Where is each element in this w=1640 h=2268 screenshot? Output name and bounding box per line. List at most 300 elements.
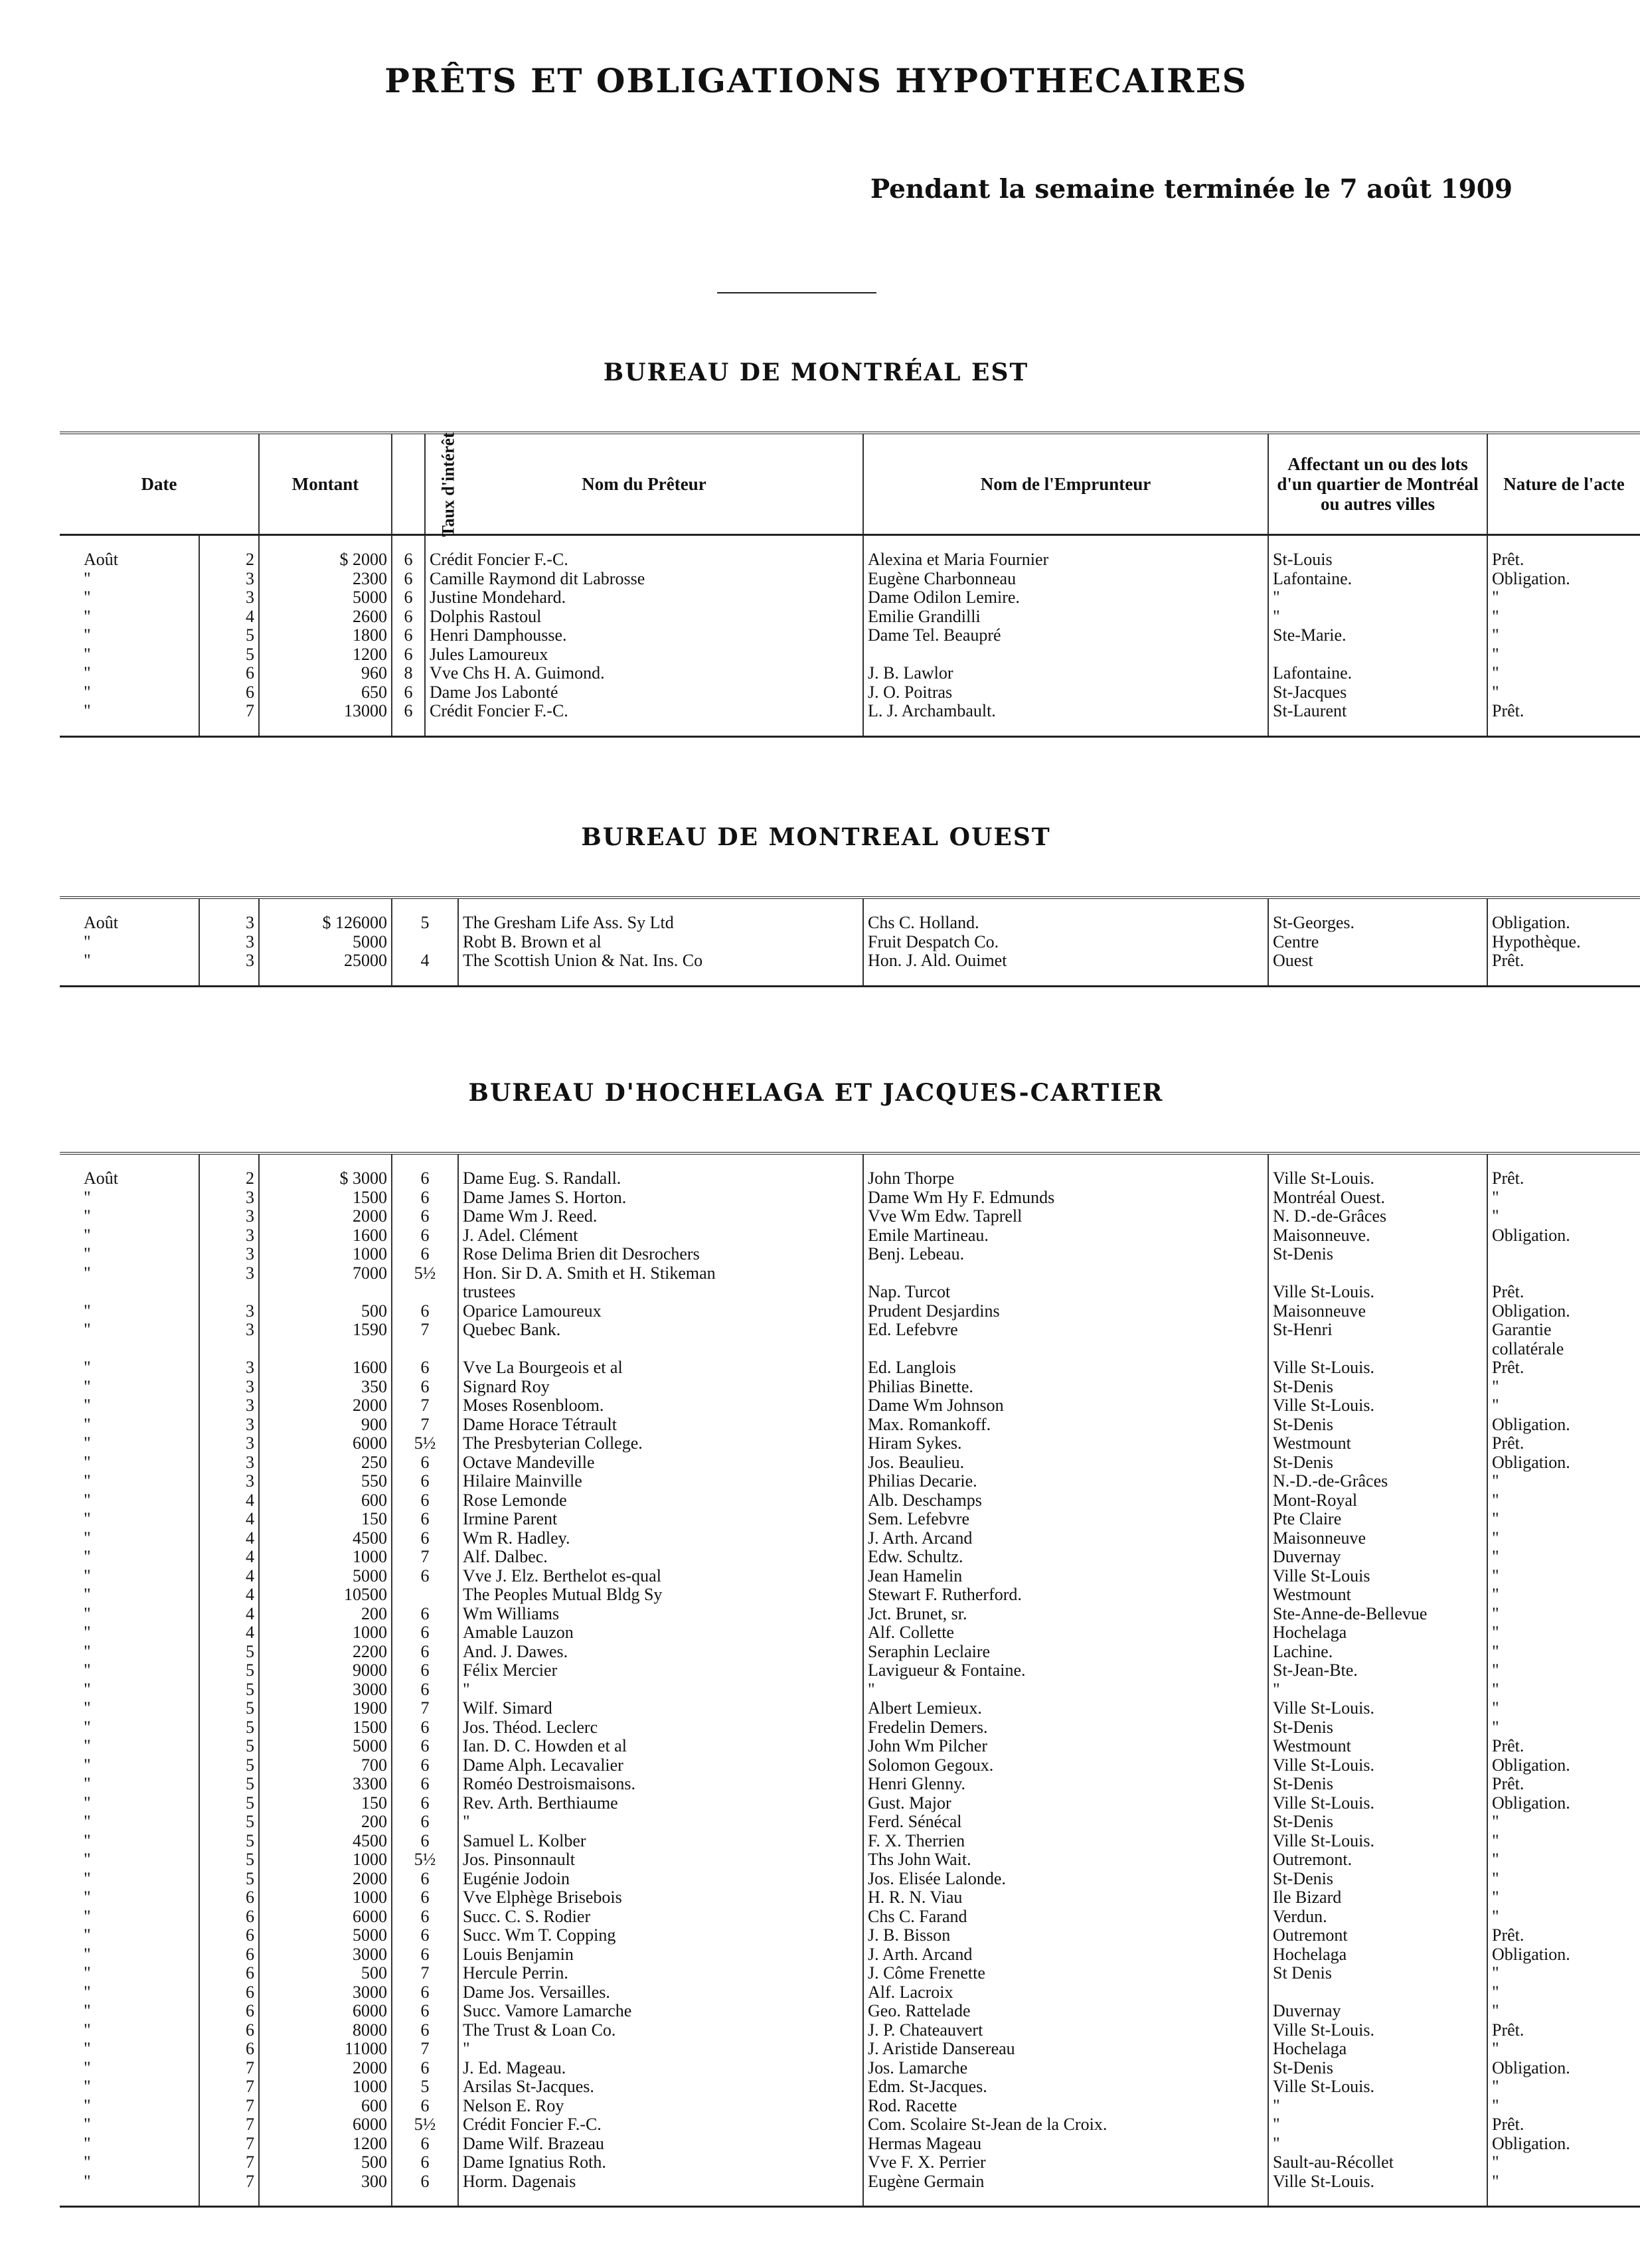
lender-cell: Jos. Théod. Leclerc: [458, 1718, 863, 1738]
amount-cell: 3000: [259, 1680, 392, 1700]
amount-cell: 650: [259, 683, 392, 702]
borrower-cell: Jos. Lamarche: [863, 2059, 1268, 2078]
table-row: [60, 1964, 1640, 1983]
rate-cell: 5: [392, 2077, 458, 2097]
ward-cell: Ville St-Louis.: [1268, 1396, 1487, 1416]
borrower-cell: Stewart F. Rutherford.: [863, 1585, 1268, 1605]
rate-cell: 6: [392, 1945, 458, 1965]
date-month-cell: ": [84, 1566, 91, 1585]
date-month-cell: ": [84, 1850, 91, 1869]
ward-cell: Hochelaga: [1268, 1623, 1487, 1643]
date-month-cell: ": [84, 2152, 91, 2172]
date-month-cell: [60, 1340, 199, 1359]
date-month-cell: ": [84, 1376, 91, 1396]
rate-cell: 4: [392, 951, 458, 971]
date-month-cell: ": [84, 1623, 91, 1642]
date-day-cell: 5: [199, 1643, 259, 1662]
date-day-cell: 5: [199, 1850, 259, 1870]
nature-cell: ": [1487, 1964, 1640, 1983]
table-row: [60, 1245, 1640, 1264]
ward-cell: Ste-Anne-de-Bellevue: [1268, 1605, 1487, 1624]
table-row: [60, 588, 1640, 608]
rate-cell: 6: [392, 2135, 458, 2154]
nature-cell: ": [1487, 1699, 1640, 1718]
ward-cell: ": [1268, 608, 1487, 627]
date-day-cell: 5: [199, 1775, 259, 1794]
borrower-cell: Fredelin Demers.: [863, 1718, 1268, 1738]
amount-cell: 10500: [259, 1585, 392, 1605]
date-month-cell: ": [84, 1774, 91, 1793]
borrower-cell: Jct. Brunet, sr.: [863, 1605, 1268, 1624]
date-month-cell: ": [84, 1187, 91, 1207]
ward-cell: ": [1268, 2097, 1487, 2116]
lender-cell: Justine Mondehard.: [425, 588, 863, 608]
nature-cell: Obligation.: [1487, 1794, 1640, 1813]
lender-cell: Oparice Lamoureux: [458, 1302, 863, 1321]
date-day-cell: 5: [199, 1794, 259, 1813]
rate-cell: 7: [392, 1416, 458, 1435]
rate-cell: 6: [392, 1794, 458, 1813]
nature-cell: Prêt.: [1487, 1283, 1640, 1302]
borrower-cell: Dame Wm Hy F. Edmunds: [863, 1188, 1268, 1208]
rate-cell: 6: [392, 1832, 458, 1851]
nature-cell: ": [1487, 1718, 1640, 1738]
amount-cell: 1500: [259, 1718, 392, 1738]
rate-cell: 7: [392, 1321, 458, 1340]
table-row: [60, 1434, 1640, 1453]
date-month-cell: ": [84, 625, 91, 645]
borrower-cell: L. J. Archambault.: [863, 702, 1268, 721]
rate-cell: 6: [392, 1358, 458, 1378]
borrower-cell: Dame Tel. Beaupré: [863, 626, 1268, 645]
lender-cell: Louis Benjamin: [458, 1945, 863, 1965]
table-row: [60, 2077, 1640, 2097]
date-month-cell: ": [84, 2115, 91, 2134]
date-month-cell: ": [84, 2095, 91, 2115]
ward-cell: Sault-au-Récollet: [1268, 2153, 1487, 2172]
table-row: [60, 1396, 1640, 1416]
date-month-cell: Août: [84, 1169, 118, 1188]
nature-cell: Obligation.: [1487, 1756, 1640, 1775]
ward-cell: Ville St-Louis.: [1268, 1358, 1487, 1378]
ward-cell: St-Denis: [1268, 1813, 1487, 1832]
rate-cell: 6: [392, 1605, 458, 1624]
rate-cell: 6: [392, 1983, 458, 2002]
ward-cell: Lachine.: [1268, 1643, 1487, 1662]
lender-cell: Roméo Destroismaisons.: [458, 1775, 863, 1794]
ward-cell: Centre: [1268, 933, 1487, 952]
ward-cell: Lafontaine.: [1268, 664, 1487, 683]
lender-cell: Ian. D. C. Howden et al: [458, 1737, 863, 1756]
lender-cell: Octave Mandeville: [458, 1453, 863, 1473]
table-row: [60, 1605, 1640, 1624]
rate-cell: 5½: [392, 1264, 458, 1283]
ward-cell: St-Louis: [1268, 550, 1487, 570]
borrower-cell: Chs C. Farand: [863, 1907, 1268, 1927]
date-day-cell: 5: [199, 1680, 259, 1700]
date-day-cell: 5: [199, 1718, 259, 1738]
lender-cell: Dame Alph. Lecavalier: [458, 1756, 863, 1775]
nature-cell: Prêt.: [1487, 1737, 1640, 1756]
amount-cell: 1000: [259, 1850, 392, 1870]
lender-cell: Succ. Vamore Lamarche: [458, 2002, 863, 2021]
lender-cell: Rose Lemonde: [458, 1491, 863, 1510]
table-row: [60, 1491, 1640, 1510]
table-row: [60, 1699, 1640, 1718]
rate-cell: 6: [392, 1888, 458, 1907]
nature-cell: Prêt.: [1487, 1775, 1640, 1794]
date-month-cell: ": [84, 588, 91, 607]
lender-cell: The Trust & Loan Co.: [458, 2021, 863, 2040]
date-day-cell: 5: [199, 1661, 259, 1680]
borrower-cell: Ths John Wait.: [863, 1850, 1268, 1870]
date-month-cell: ": [84, 2058, 91, 2077]
date-day-cell: 4: [199, 1605, 259, 1624]
ward-cell: Ville St-Louis: [1268, 1567, 1487, 1586]
rate-cell: 6: [392, 1680, 458, 1700]
lender-cell: trustees: [458, 1283, 863, 1302]
borrower-cell: J. B. Lawlor: [863, 664, 1268, 683]
rate-cell: 6: [392, 2059, 458, 2078]
amount-cell: 6000: [259, 1434, 392, 1453]
borrower-cell: [863, 1264, 1268, 1283]
rate-cell: 6: [392, 550, 425, 570]
date-day-cell: 5: [199, 1832, 259, 1851]
borrower-cell: Albert Lemieux.: [863, 1699, 1268, 1718]
ward-cell: Maisonneuve: [1268, 1302, 1487, 1321]
date-day-cell: 3: [199, 1207, 259, 1226]
borrower-cell: J. Côme Frenette: [863, 1964, 1268, 1983]
rate-cell: 6: [392, 1302, 458, 1321]
rate-cell: [392, 1585, 458, 1605]
amount-cell: 250: [259, 1453, 392, 1473]
date-month-cell: ": [84, 1244, 91, 1263]
table-header: [60, 433, 1640, 535]
col-affectant: Affectant un ou des lots d'un quartier de Montréal ou autres villes: [1268, 433, 1487, 535]
rate-cell: 6: [392, 1775, 458, 1794]
rate-cell: 5: [392, 914, 458, 933]
date-day-cell: 6: [199, 1888, 259, 1907]
date-month-cell: ": [84, 2133, 91, 2153]
table-row: [60, 1643, 1640, 1662]
borrower-cell: Henri Glenny.: [863, 1775, 1268, 1794]
borrower-cell: F. X. Therrien: [863, 1832, 1268, 1851]
nature-cell: ": [1487, 1510, 1640, 1529]
spacer-row: [60, 2191, 1640, 2207]
nature-cell: ": [1487, 2153, 1640, 2172]
table-row: [60, 2002, 1640, 2021]
lender-cell: Crédit Foncier F.-C.: [425, 702, 863, 721]
borrower-cell: Gust. Major: [863, 1794, 1268, 1813]
date-month-cell: ": [84, 1301, 91, 1321]
lender-cell: Jos. Pinsonnault: [458, 1850, 863, 1870]
date-day-cell: 4: [199, 608, 259, 627]
table-row: [60, 1661, 1640, 1680]
table-row: [60, 1756, 1640, 1775]
rate-cell: 6: [392, 1643, 458, 1662]
ward-cell: St-Jean-Bte.: [1268, 1661, 1487, 1680]
date-month-cell: ": [84, 932, 91, 951]
lender-cell: Horm. Dagenais: [458, 2172, 863, 2192]
lender-cell: J. Ed. Mageau.: [458, 2059, 863, 2078]
lender-cell: Camille Raymond dit Labrosse: [425, 570, 863, 589]
borrower-cell: Emilie Grandilli: [863, 608, 1268, 627]
date-month-cell: ": [84, 2171, 91, 2191]
ward-cell: Ste-Marie.: [1268, 626, 1487, 645]
nature-cell: ": [1487, 1888, 1640, 1907]
amount-cell: 700: [259, 1756, 392, 1775]
section-title-montreal-ouest: BUREAU DE MONTREAL OUEST: [581, 823, 1051, 851]
amount-cell: 200: [259, 1605, 392, 1624]
borrower-cell: Alb. Deschamps: [863, 1491, 1268, 1510]
borrower-cell: Fruit Despatch Co.: [863, 933, 1268, 952]
ward-cell: Ville St-Louis.: [1268, 2172, 1487, 2192]
table-row: [60, 1340, 1640, 1359]
lender-cell: The Presbyterian College.: [458, 1434, 863, 1453]
date-day-cell: 3: [199, 1378, 259, 1397]
rate-cell: 6: [392, 1188, 458, 1208]
table-row: [60, 626, 1640, 645]
date-month-cell: ": [84, 701, 91, 720]
ward-cell: St-Henri: [1268, 1321, 1487, 1340]
rate-cell: 5½: [392, 1850, 458, 1870]
borrower-cell: H. R. N. Viau: [863, 1888, 1268, 1907]
borrower-cell: Seraphin Leclaire: [863, 1643, 1268, 1662]
date-day-cell: 3: [199, 570, 259, 589]
date-day-cell: [199, 1340, 259, 1359]
borrower-cell: Geo. Rattelade: [863, 2002, 1268, 2021]
date-day-cell: 6: [199, 1926, 259, 1945]
date-day-cell: 6: [199, 2040, 259, 2059]
borrower-cell: Sem. Lefebvre: [863, 1510, 1268, 1529]
table-row: [60, 2097, 1640, 2116]
amount-cell: 11000: [259, 2040, 392, 2059]
table-row: [60, 1832, 1640, 1851]
date-day-cell: 3: [199, 914, 259, 933]
date-month-cell: Août: [84, 913, 118, 932]
borrower-cell: Emile Martineau.: [863, 1226, 1268, 1246]
table-row: [60, 1453, 1640, 1473]
borrower-cell: John Wm Pilcher: [863, 1737, 1268, 1756]
nature-cell: ": [1487, 2172, 1640, 2192]
borrower-cell: Vve Wm Edw. Taprell: [863, 1207, 1268, 1226]
nature-cell: ": [1487, 683, 1640, 702]
date-month-cell: ": [84, 606, 91, 626]
nature-cell: ": [1487, 2002, 1640, 2021]
date-day-cell: 3: [199, 1264, 259, 1283]
rate-cell: 6: [392, 2002, 458, 2021]
lender-cell: Dame Ignatius Roth.: [458, 2153, 863, 2172]
date-day-cell: 5: [199, 1756, 259, 1775]
borrower-cell: Ferd. Sénécal: [863, 1813, 1268, 1832]
date-day-cell: 5: [199, 645, 259, 665]
date-month-cell: ": [84, 1868, 91, 1888]
date-day-cell: 7: [199, 2135, 259, 2154]
section-title-hochelaga: BUREAU D'HOCHELAGA ET JACQUES-CARTIER: [468, 1079, 1164, 1107]
amount-cell: 2200: [259, 1643, 392, 1662]
table-row: [60, 1718, 1640, 1738]
table-row: [60, 1888, 1640, 1907]
nature-cell: ": [1487, 664, 1640, 683]
date-day-cell: 7: [199, 702, 259, 721]
lender-cell: Dolphis Rastoul: [425, 608, 863, 627]
date-month-cell: ": [84, 1547, 91, 1566]
date-day-cell: 5: [199, 1813, 259, 1832]
amount-cell: 550: [259, 1472, 392, 1491]
col-montant: Montant: [259, 433, 392, 535]
rate-cell: 5½: [392, 2115, 458, 2135]
lender-cell: Hercule Perrin.: [458, 1964, 863, 1983]
ward-cell: Ville St-Louis.: [1268, 1283, 1487, 1302]
lender-cell: ": [458, 2040, 863, 2059]
ward-cell: [1268, 1340, 1487, 1359]
table-row: [60, 1907, 1640, 1927]
date-day-cell: 5: [199, 626, 259, 645]
nature-cell: Prêt.: [1487, 1926, 1640, 1945]
rate-cell: 6: [392, 570, 425, 589]
borrower-cell: Alexina et Maria Fournier: [863, 550, 1268, 570]
rate-cell: 7: [392, 1548, 458, 1567]
borrower-cell: Eugène Charbonneau: [863, 570, 1268, 589]
amount-cell: 5000: [259, 1737, 392, 1756]
lender-cell: Amable Lauzon: [458, 1623, 863, 1643]
amount-cell: 13000: [259, 702, 392, 721]
page-title: PRÊTS ET OBLIGATIONS HYPOTHECAIRES: [384, 61, 1248, 100]
lender-cell: Wm R. Hadley.: [458, 1529, 863, 1548]
nature-cell: ": [1487, 1567, 1640, 1586]
borrower-cell: Rod. Racette: [863, 2097, 1268, 2116]
date-month-cell: ": [84, 1641, 91, 1661]
ward-cell: Montréal Ouest.: [1268, 1188, 1487, 1208]
nature-cell: Prêt.: [1487, 1358, 1640, 1378]
ward-cell: Outremont.: [1268, 1850, 1487, 1870]
nature-cell: Obligation.: [1487, 1453, 1640, 1473]
nature-cell: ": [1487, 1585, 1640, 1605]
rate-cell: 6: [392, 2172, 458, 2192]
rate-cell: 6: [392, 1813, 458, 1832]
nature-cell: ": [1487, 1661, 1640, 1680]
table-row: [60, 2021, 1640, 2040]
ward-cell: ": [1268, 1680, 1487, 1700]
date-day-cell: 7: [199, 2077, 259, 2097]
nature-cell: Obligation.: [1487, 914, 1640, 933]
nature-cell: ": [1487, 1396, 1640, 1416]
table-row: [60, 1813, 1640, 1832]
rate-cell: 6: [392, 1870, 458, 1889]
date-month-cell: ": [84, 1263, 91, 1283]
ward-cell: Maisonneuve.: [1268, 1226, 1487, 1246]
table-row: [60, 914, 1640, 933]
amount-cell: [259, 1340, 392, 1359]
rate-cell: 6: [392, 702, 425, 721]
date-day-cell: [199, 1283, 259, 1302]
ward-cell: [1268, 1264, 1487, 1283]
date-month-cell: Août: [84, 550, 118, 569]
date-month-cell: ": [84, 1452, 91, 1472]
table-row: [60, 645, 1640, 665]
amount-cell: 1500: [259, 1188, 392, 1208]
date-day-cell: 4: [199, 1529, 259, 1548]
date-day-cell: 6: [199, 2002, 259, 2021]
table-row: [60, 2153, 1640, 2172]
date-day-cell: 4: [199, 1491, 259, 1510]
lender-cell: Alf. Dalbec.: [458, 1548, 863, 1567]
date-day-cell: 3: [199, 1434, 259, 1453]
amount-cell: 300: [259, 2172, 392, 2192]
nature-cell: ": [1487, 1529, 1640, 1548]
lender-cell: Rev. Arth. Berthiaume: [458, 1794, 863, 1813]
date-month-cell: ": [84, 1603, 91, 1623]
lender-cell: Vve Chs H. A. Guimond.: [425, 664, 863, 683]
borrower-cell: Com. Scolaire St-Jean de la Croix.: [863, 2115, 1268, 2135]
ward-cell: Maisonneuve: [1268, 1529, 1487, 1548]
ward-cell: Ville St-Louis.: [1268, 1169, 1487, 1188]
rate-cell: 6: [392, 588, 425, 608]
lender-cell: Arsilas St-Jacques.: [458, 2077, 863, 2097]
lender-cell: Dame Eug. S. Randall.: [458, 1169, 863, 1188]
section-title-montreal-est: BUREAU DE MONTRÉAL EST: [603, 359, 1029, 386]
col-nature: Nature de l'acte: [1487, 433, 1640, 535]
amount-cell: $ 3000: [259, 1169, 392, 1188]
borrower-cell: J. Arth. Arcand: [863, 1529, 1268, 1548]
borrower-cell: Jean Hamelin: [863, 1567, 1268, 1586]
amount-cell: 1000: [259, 1623, 392, 1643]
borrower-cell: Dame Odilon Lemire.: [863, 588, 1268, 608]
table-row: [60, 1321, 1640, 1340]
date-day-cell: 3: [199, 1226, 259, 1246]
borrower-cell: ": [863, 1680, 1268, 1700]
borrower-cell: J. B. Bisson: [863, 1926, 1268, 1945]
table-row: [60, 683, 1640, 702]
date-month-cell: ": [84, 1963, 91, 1983]
date-month-cell: ": [84, 1925, 91, 1945]
col-taux: [392, 432, 458, 537]
borrower-cell: Max. Romankoff.: [863, 1416, 1268, 1435]
date-month-cell: ": [84, 1414, 91, 1434]
date-day-cell: 3: [199, 1321, 259, 1340]
spacer-row: [60, 1153, 1640, 1169]
rate-cell: 6: [392, 1907, 458, 1927]
nature-cell: ": [1487, 2040, 1640, 2059]
table-row: [60, 1623, 1640, 1643]
date-day-cell: 3: [199, 1245, 259, 1264]
borrower-cell: Benj. Lebeau.: [863, 1245, 1268, 1264]
table-row: [60, 702, 1640, 721]
lender-cell: Jules Lamoureux: [425, 645, 863, 665]
rate-cell: 7: [392, 2040, 458, 2059]
date-day-cell: 3: [199, 1188, 259, 1208]
ward-cell: St-Denis: [1268, 1453, 1487, 1473]
date-month-cell: ": [84, 1736, 91, 1755]
rate-cell: [392, 1283, 458, 1302]
date-day-cell: 2: [199, 550, 259, 570]
rate-cell: 7: [392, 1964, 458, 1983]
borrower-cell: Philias Decarie.: [863, 1472, 1268, 1491]
lender-cell: Wm Williams: [458, 1605, 863, 1624]
borrower-cell: Alf. Lacroix: [863, 1983, 1268, 2002]
lender-cell: Hilaire Mainville: [458, 1472, 863, 1491]
date-month-cell: ": [84, 644, 91, 664]
lender-cell: Irmine Parent: [458, 1510, 863, 1529]
ward-cell: Duvernay: [1268, 2002, 1487, 2021]
lender-cell: Dame Wilf. Brazeau: [458, 2135, 863, 2154]
date-day-cell: 7: [199, 2097, 259, 2116]
ward-cell: Pte Claire: [1268, 1510, 1487, 1529]
borrower-cell: Edw. Schultz.: [863, 1548, 1268, 1567]
col-taux-label: Taux d'intérêt: [438, 432, 458, 537]
amount-cell: 3300: [259, 1775, 392, 1794]
amount-cell: 7000: [259, 1264, 392, 1283]
